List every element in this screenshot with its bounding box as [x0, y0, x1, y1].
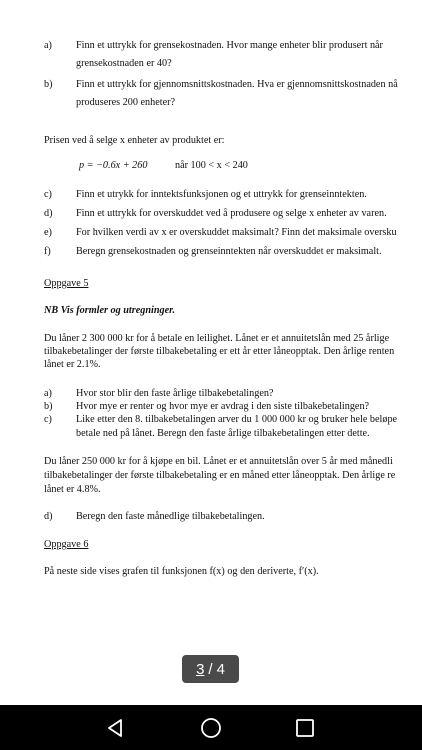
price-formula: p = −0.6x + 260	[79, 160, 148, 171]
question-label-5c: c)	[44, 414, 52, 425]
question-d-text: Finn et uttrykk for overskuddet ved å produsere og selge x enheter av varen.	[76, 208, 387, 219]
question-c-text: Finn et utrykk for inntektsfunksjonen og et uttrykk for grenseinntekten.	[76, 189, 367, 200]
question-label-5a: a)	[44, 388, 52, 399]
page-separator: /	[208, 660, 213, 678]
question-b-line1: Finn et uttrykk for gjennomsnittskostnaden. Hva er gjennomsnittskostnaden nå	[76, 79, 398, 90]
price-range: når 100 < x < 240	[175, 160, 248, 171]
question-label-5d: d)	[44, 511, 53, 522]
question-5c-line2: betale ned på lånet. Beregn den faste årlige tilbakebetalingen etter dette.	[76, 428, 370, 439]
nb-note: NB Vis formler og utregninger.	[44, 305, 176, 316]
question-e-text: For hvilken verdi av x er overskuddet maksimalt? Finn det maksimale oversku	[76, 227, 397, 238]
home-circle-icon[interactable]	[200, 717, 222, 739]
back-triangle-icon[interactable]	[104, 717, 126, 739]
question-label-c: c)	[44, 189, 52, 200]
recents-square-icon[interactable]	[294, 717, 316, 739]
question-5c-line1: Like etter den 8. tilbakebetalingen arver du 1 000 000 kr og bruker hele beløpe	[76, 414, 398, 425]
question-label-b: b)	[44, 79, 53, 90]
question-a-line1: Finn et uttrykk for grensekostnaden. Hvor mange enheter blir produsert når	[76, 40, 383, 51]
graph-intro: På neste side vises grafen til funksjonen f(x) og den deriverte, f′(x).	[44, 566, 319, 577]
loan2-line1: Du låner 250 000 kr for å kjøpe en bil. Lånet er et annuitetslån over 5 år med månedli	[44, 456, 393, 467]
question-label-d: d)	[44, 208, 53, 219]
question-5b-text: Hvor mye er renter og hvor mye er avdrag i den siste tilbakebetalingen?	[76, 401, 370, 412]
question-a-line2: grensekostnaden er 40?	[76, 58, 172, 69]
question-5d-text: Beregn den faste månedlige tilbakebetalingen.	[76, 511, 265, 522]
question-label-5b: b)	[44, 401, 53, 412]
page-indicator[interactable]	[182, 655, 239, 683]
system-nav-bar	[0, 705, 422, 750]
loan2-line3: lånet er 4.8%.	[44, 484, 101, 495]
loan2-line2: tilbakebetalinger der første tilbakebetaling er en måned etter låneopptak. Den årlige re	[44, 470, 396, 481]
question-label-f: f)	[44, 246, 51, 257]
question-label-a: a)	[44, 40, 52, 51]
current-page: 3	[196, 660, 205, 678]
loan1-line1: Du låner 2 300 000 kr for å betale en leilighet. Lånet er et annuitetslån med 25 årlige	[44, 333, 390, 344]
oppgave-6-heading: Oppgave 6	[44, 539, 89, 550]
question-f-text: Beregn grensekostnaden og grenseinntekten når overskuddet er maksimalt.	[76, 246, 382, 257]
question-label-e: e)	[44, 227, 52, 238]
question-5a-text: Hvor stor blir den faste årlige tilbakebetalingen?	[76, 388, 274, 399]
loan1-line2: tilbakebetalinger der første tilbakebetaling er ett år etter låneopptak. Den årlige renten	[44, 346, 395, 357]
price-intro: Prisen ved å selge x enheter av produktet er:	[44, 135, 225, 146]
loan1-line3: lånet er 2.1%.	[44, 359, 101, 370]
question-b-line2: produseres 200 enheter?	[76, 97, 176, 108]
oppgave-5-heading: Oppgave 5	[44, 278, 89, 289]
total-pages: 4	[216, 660, 225, 678]
